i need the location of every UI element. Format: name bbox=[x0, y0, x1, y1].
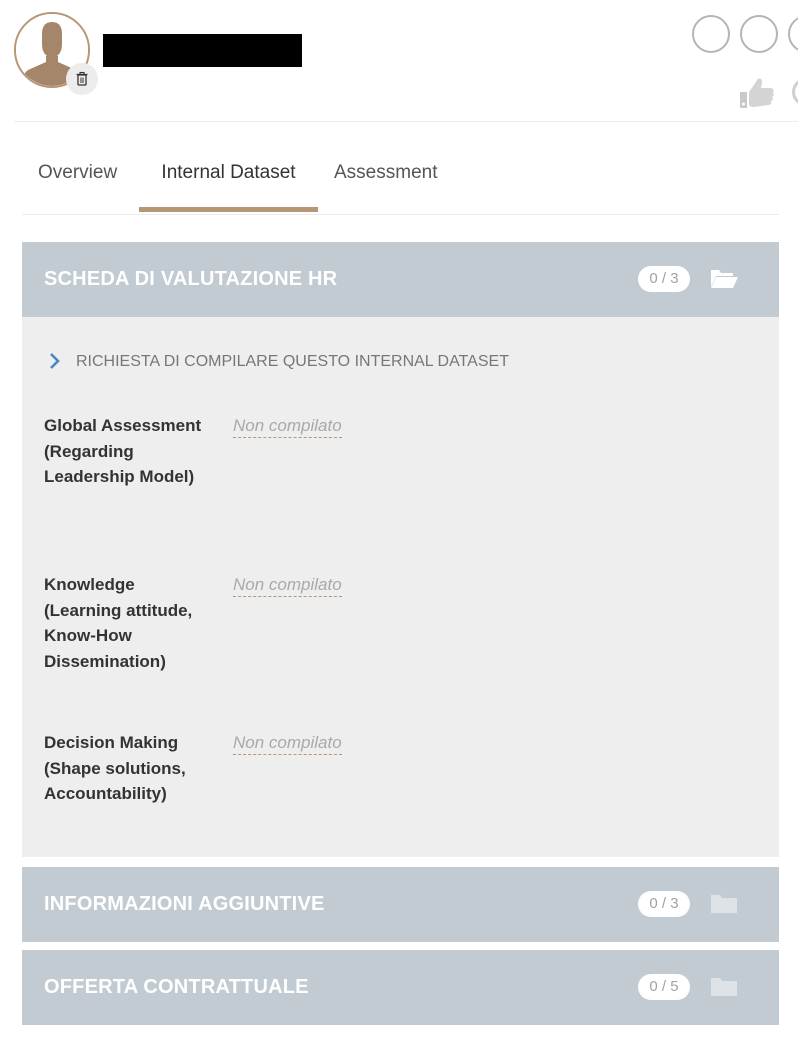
section-header-scheda-valutazione-hr[interactable] bbox=[22, 242, 779, 317]
tab-overview[interactable]: Overview bbox=[38, 162, 118, 183]
section-title: INFORMAZIONI AGGIUNTIVE bbox=[44, 893, 325, 915]
header-divider bbox=[14, 121, 798, 122]
section-progress-badge: 0 / 3 bbox=[638, 891, 690, 917]
folder-icon bbox=[710, 975, 738, 997]
trash-icon bbox=[75, 71, 89, 87]
section-header-informazioni-aggiuntive[interactable] bbox=[22, 867, 779, 942]
request-compile-text: RICHIESTA DI COMPILARE QUESTO INTERNAL DATASET bbox=[76, 353, 509, 370]
field-value-global-assessment[interactable]: Non compilato bbox=[233, 415, 342, 438]
field-value-knowledge[interactable]: Non compilato bbox=[233, 574, 342, 597]
section-progress-badge: 0 / 3 bbox=[638, 266, 690, 292]
delete-photo-button[interactable] bbox=[66, 63, 98, 95]
tab-assessment[interactable]: Assessment bbox=[334, 162, 438, 183]
section-header-offerta-contrattuale[interactable] bbox=[22, 950, 779, 1025]
section-progress-badge: 0 / 5 bbox=[638, 974, 690, 1000]
folder-open-icon bbox=[710, 267, 738, 289]
section-body-scheda-valutazione-hr bbox=[22, 317, 779, 857]
field-label-knowledge: Knowledge (Learning attitude, Know-How Dissemination) bbox=[44, 575, 193, 672]
profile-header bbox=[0, 0, 798, 122]
candidate-name-redacted bbox=[103, 34, 302, 67]
status-circle-3[interactable] bbox=[788, 15, 798, 53]
thumbs-up-icon bbox=[738, 76, 776, 110]
tab-internal-dataset[interactable]: Internal Dataset bbox=[139, 148, 318, 212]
folder-icon bbox=[710, 892, 738, 914]
section-title: OFFERTA CONTRATTUALE bbox=[44, 976, 309, 998]
field-label-decision-making: Decision Making (Shape solutions, Accountability) bbox=[44, 733, 186, 804]
tab-bar bbox=[22, 148, 779, 215]
like-button[interactable] bbox=[738, 76, 776, 110]
action-circle[interactable] bbox=[792, 78, 798, 106]
field-label-global-assessment: Global Assessment (Regarding Leadership Model) bbox=[44, 416, 202, 487]
field-value-decision-making[interactable]: Non compilato bbox=[233, 732, 342, 755]
status-circle-2[interactable] bbox=[740, 15, 778, 53]
section-title: SCHEDA DI VALUTAZIONE HR bbox=[44, 268, 338, 290]
status-circle-1[interactable] bbox=[692, 15, 730, 53]
chevron-right-icon bbox=[48, 352, 60, 370]
